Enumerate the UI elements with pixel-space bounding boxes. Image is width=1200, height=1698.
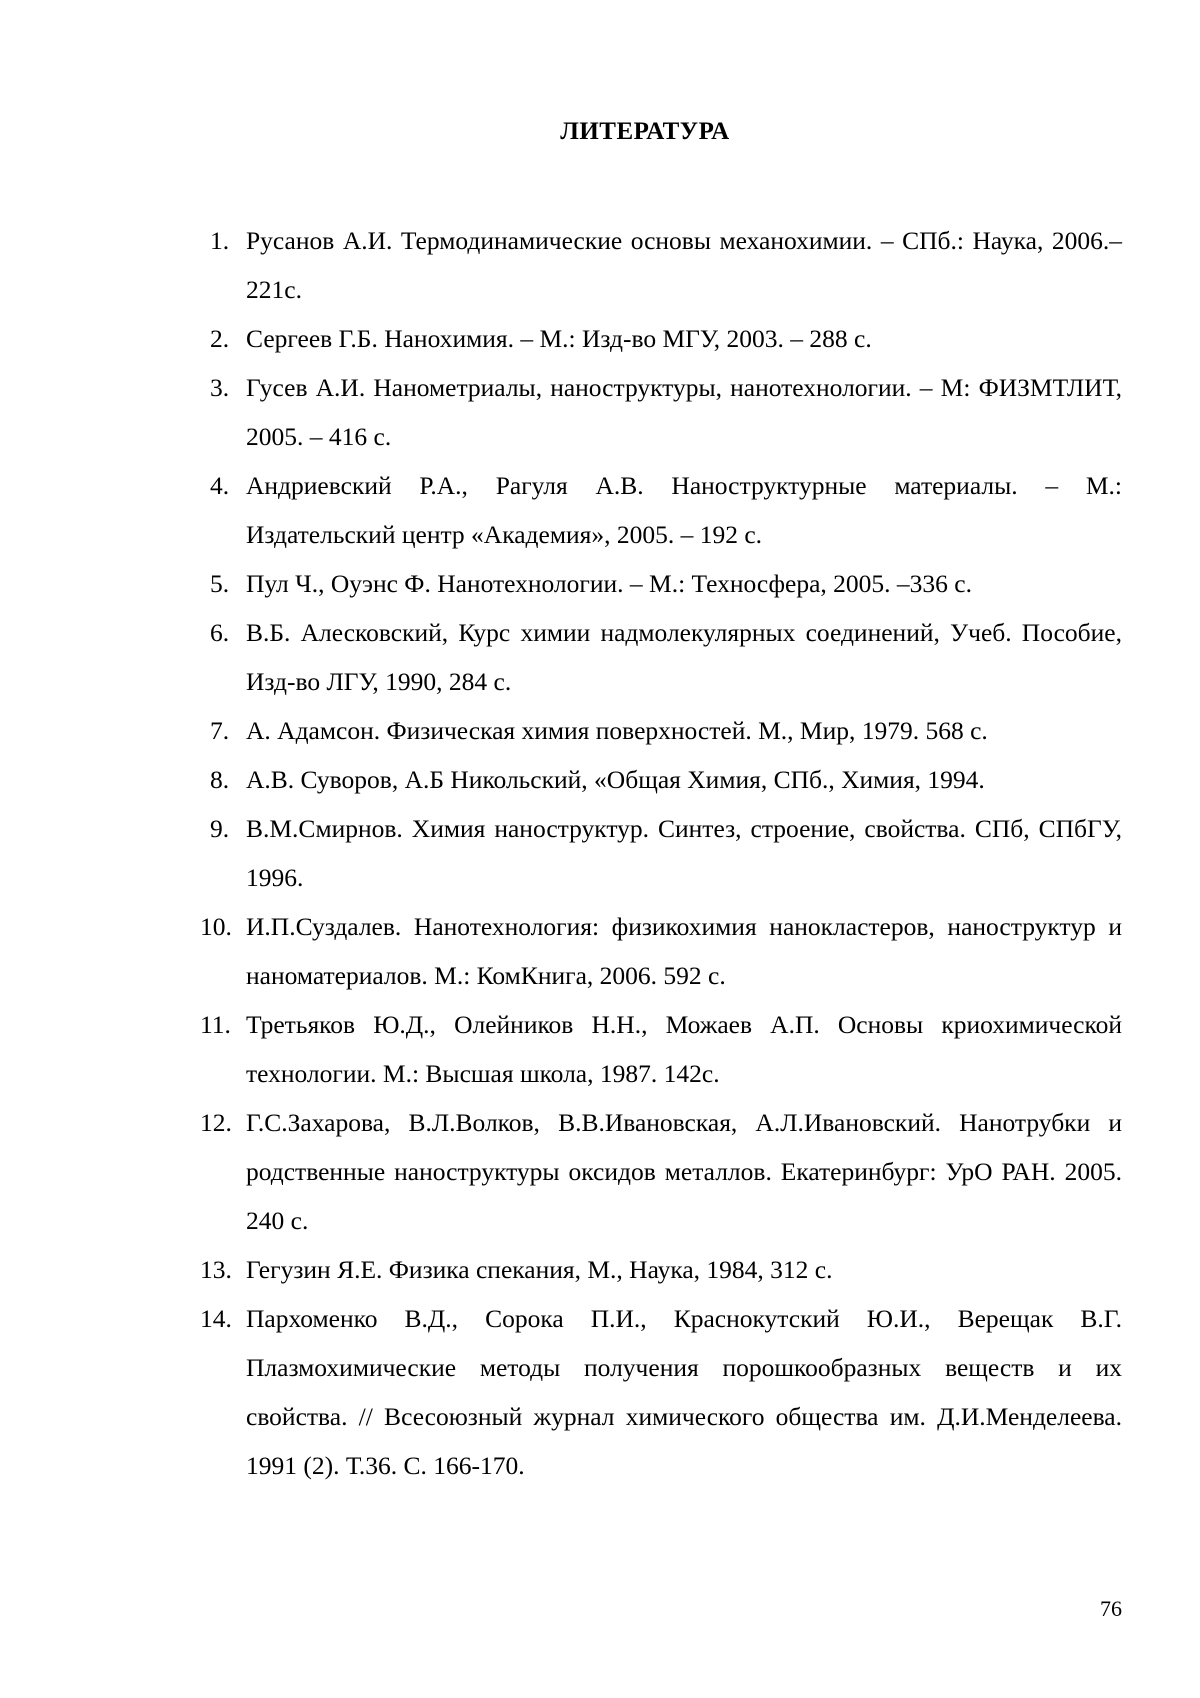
reference-number: 11. [200, 1010, 231, 1039]
reference-text: А. Адамсон. Физическая химия поверхностей. М., Мир, 1979. 568 с. [246, 716, 988, 745]
reference-item [200, 461, 1122, 559]
reference-item [200, 755, 1122, 804]
reference-number: 2. [210, 324, 230, 353]
reference-number: 10. [200, 912, 232, 941]
reference-item [200, 1245, 1122, 1294]
reference-text: Русанов А.И. Термодинамические основы механохимии. – СПб.: Наука, 2006.– 221с. [246, 226, 1122, 304]
reference-number: 14. [200, 1304, 232, 1333]
page-number: 76 [1100, 1596, 1122, 1621]
reference-text: Пархоменко В.Д., Сорока П.И., Краснокутский Ю.И., Верещак В.Г. Плазмохимические методы получения порошкообразных веществ и их свойства. // Всесоюзный журнал химического общества им. Д.И.Менделеева. 1991 (2). Т.36. С. 166-170. [246, 1304, 1122, 1480]
reference-text: Третьяков Ю.Д., Олейников Н.Н., Можаев А.П. Основы криохимической технологии. М.: Высшая школа, 1987. 142с. [246, 1010, 1122, 1088]
page-title: ЛИТЕРАТУРА [560, 118, 730, 145]
reference-number: 1. [210, 226, 230, 255]
reference-text: В.Б. Алесковский, Курс химии надмолекулярных соединений, Учеб. Пособие, Изд-во ЛГУ, 1990, 284 с. [246, 618, 1122, 696]
reference-item [200, 1000, 1122, 1098]
reference-text: В.М.Смирнов. Химия наноструктур. Синтез, строение, свойства. СПб, СПбГУ, 1996. [246, 814, 1122, 892]
reference-text: Гегузин Я.Е. Физика спекания, М., Наука, 1984, 312 с. [246, 1255, 833, 1284]
reference-item [200, 706, 1122, 755]
reference-item [200, 902, 1122, 1000]
reference-number: 13. [200, 1255, 232, 1284]
reference-number: 5. [210, 569, 230, 598]
reference-number: 12. [200, 1108, 232, 1137]
reference-number: 4. [210, 471, 230, 500]
reference-item [200, 216, 1122, 314]
reference-item [200, 1294, 1122, 1490]
reference-text: Пул Ч., Оуэнс Ф. Нанотехнологии. – М.: Техносфера, 2005. –336 с. [246, 569, 973, 598]
reference-text: Г.С.Захарова, В.Л.Волков, В.В.Ивановская, А.Л.Ивановский. Нанотрубки и родственные наноструктуры оксидов металлов. Екатеринбург: УрО РАН. 2005. 240 с. [246, 1108, 1122, 1235]
reference-list [200, 216, 1122, 1490]
reference-number: 6. [210, 618, 230, 647]
reference-text: Сергеев Г.Б. Нанохимия. – М.: Изд-во МГУ, 2003. – 288 с. [246, 324, 872, 353]
reference-item [200, 559, 1122, 608]
reference-text: Андриевский Р.А., Рагуля А.В. Наноструктурные материалы. – М.: Издательский центр «Академия», 2005. – 192 с. [246, 471, 1122, 549]
reference-item [200, 804, 1122, 902]
reference-text: Гусев А.И. Нанометриалы, наноструктуры, нанотехнологии. – М: ФИЗМТЛИТ, 2005. – 416 с. [246, 373, 1122, 451]
reference-item [200, 314, 1122, 363]
reference-text: И.П.Суздалев. Нанотехнология: физикохимия нанокластеров, наноструктур и наноматериалов. М.: КомКнига, 2006. 592 с. [246, 912, 1122, 990]
reference-item [200, 363, 1122, 461]
reference-item [200, 608, 1122, 706]
reference-number: 8. [210, 765, 230, 794]
reference-number: 7. [210, 716, 230, 745]
reference-item [200, 1098, 1122, 1245]
reference-text: А.В. Суворов, А.Б Никольский, «Общая Химия, СПб., Химия, 1994. [246, 765, 985, 794]
reference-number: 9. [210, 814, 230, 843]
reference-number: 3. [210, 373, 230, 402]
